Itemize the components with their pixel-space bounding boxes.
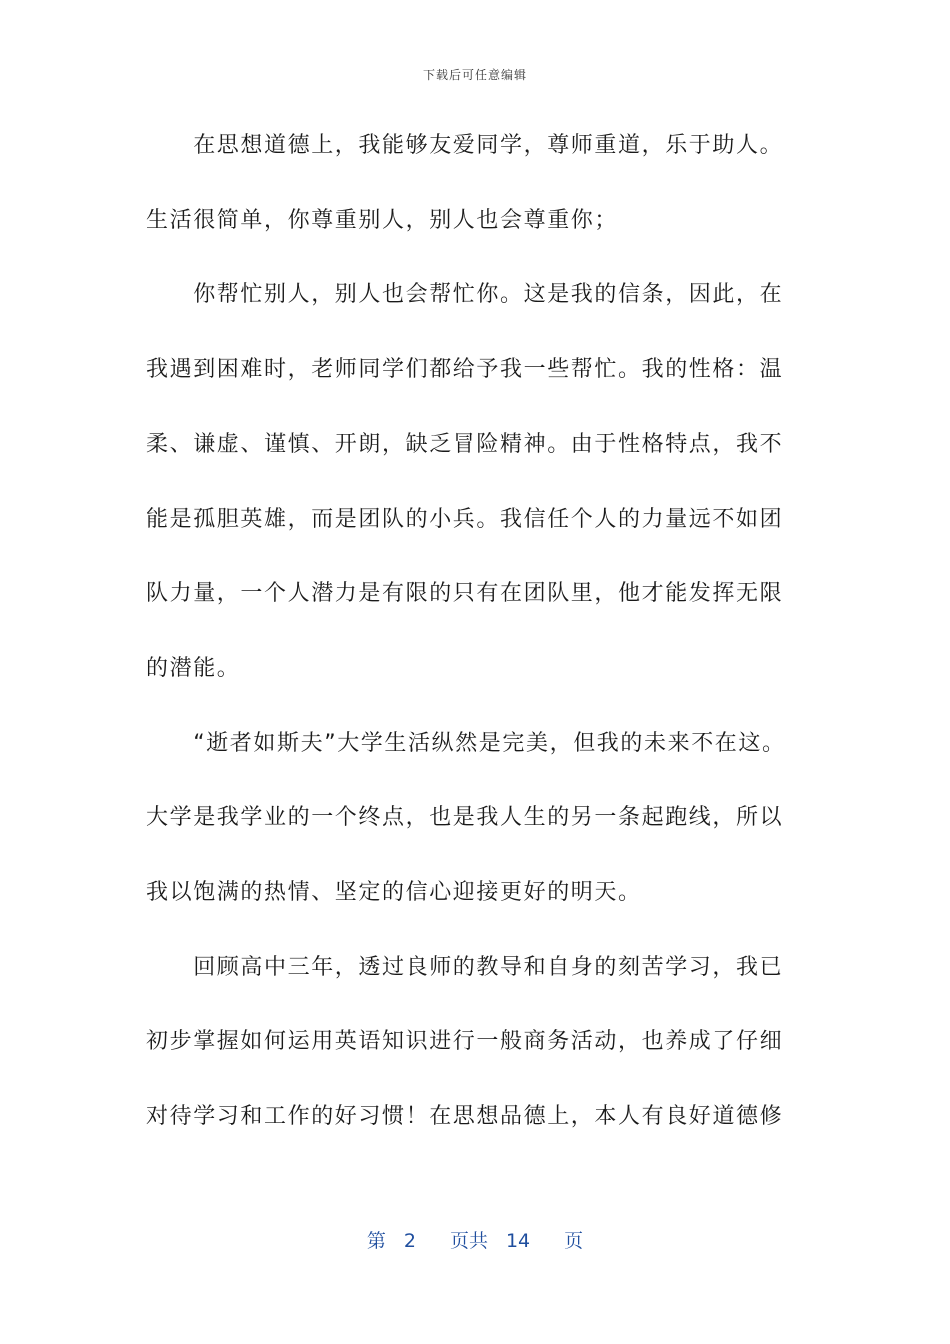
text-line: 生活很简单，你尊重别人，别人也会尊重你； <box>146 208 619 233</box>
text-line: 回顾高中三年，透过良师的教导和自身的刻苦学习，我已 <box>146 955 784 980</box>
page-number: 2 <box>403 1230 416 1252</box>
text-line: 我以饱满的热情、坚定的信心迎接更好的明天。 <box>146 880 642 905</box>
page-header: 下载后可任意编辑 <box>422 68 527 82</box>
text-line: 柔、谦虚、谨慎、开朗，缺乏冒险精神。由于性格特点，我不 <box>146 432 784 457</box>
page-prefix: 第 <box>366 1230 386 1252</box>
text-line: 的潜能。 <box>146 656 241 681</box>
text-line: 初步掌握如何运用英语知识进行一般商务活动，也养成了仔细 <box>146 1029 784 1054</box>
text-line: 队力量，一个人潜力是有限的只有在团队里，他才能发挥无限 <box>146 581 784 606</box>
page-footer <box>0 1226 950 1253</box>
page-mid-label: 页共 <box>449 1230 488 1252</box>
text-line: 在思想道德上，我能够友爱同学，尊师重道，乐于助人。 <box>146 133 784 158</box>
text-line: 我遇到困难时，老师同学们都给予我一些帮忙。我的性格：温 <box>146 357 784 382</box>
text-line: 能是孤胆英雄，而是团队的小兵。我信任个人的力量远不如团 <box>146 507 784 532</box>
text-line: 大学是我学业的一个终点，也是我人生的另一条起跑线，所以 <box>146 805 784 830</box>
text-line: 对待学习和工作的好习惯！在思想品德上，本人有良好道德修 <box>146 1104 784 1129</box>
total-pages: 14 <box>505 1230 531 1252</box>
text-line: 你帮忙别人，别人也会帮忙你。这是我的信条，因此，在 <box>146 282 784 307</box>
page-suffix: 页 <box>564 1230 584 1252</box>
text-line: “逝者如斯夫”大学生活纵然是完美，但我的未来不在这。 <box>146 731 786 756</box>
